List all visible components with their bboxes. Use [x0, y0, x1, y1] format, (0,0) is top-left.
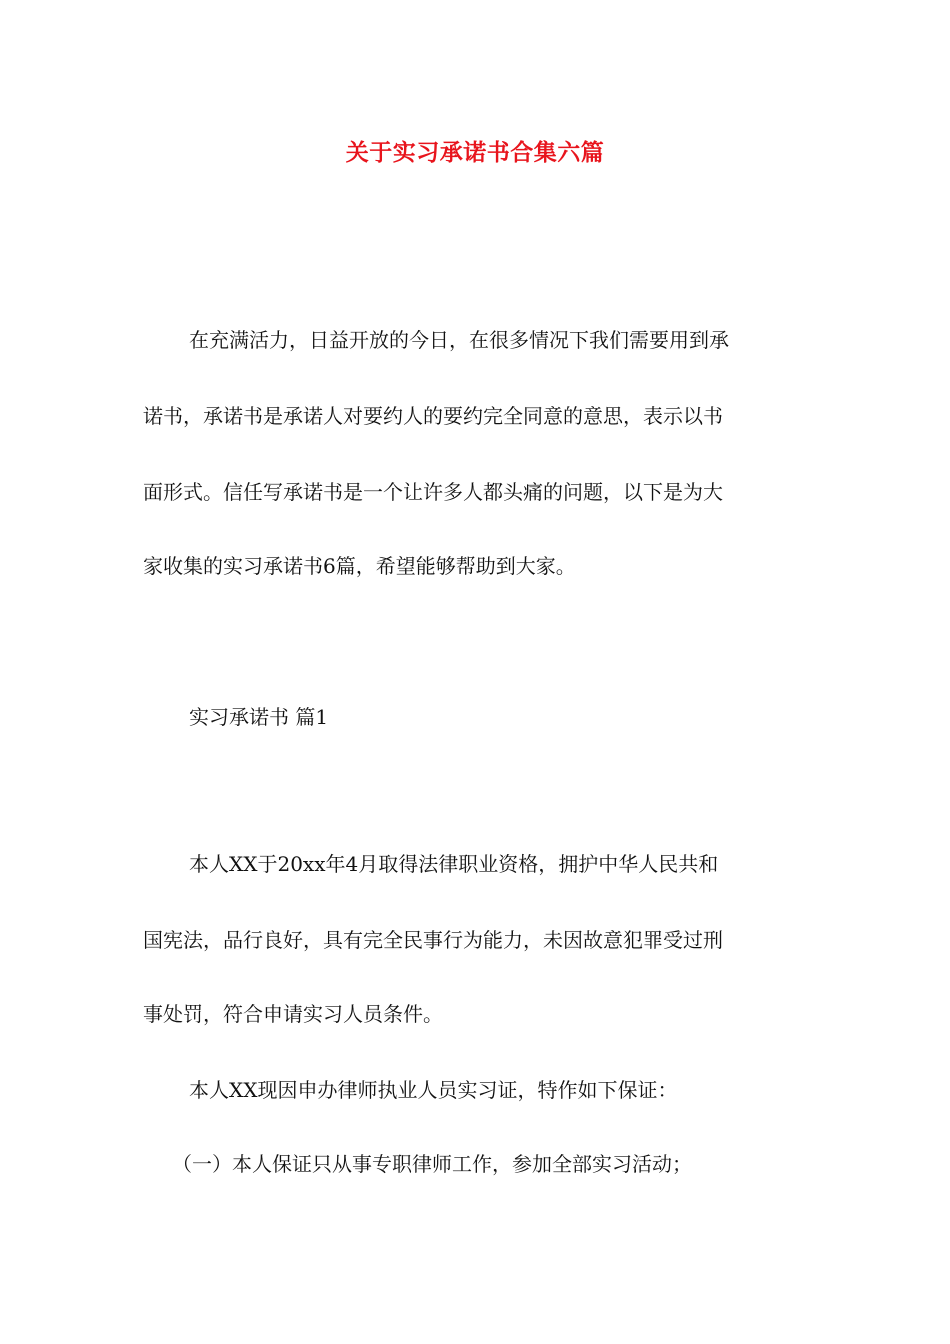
para1-line-1: 本人XX于20xx年4月取得法律职业资格，拥护中华人民共和 — [189, 852, 719, 876]
para2-line: 本人XX现因申办律师执业人员实习证，特作如下保证： — [189, 1078, 678, 1102]
para1-line-2: 国宪法，品行良好，具有完全民事行为能力，未因故意犯罪受过刑 — [143, 928, 723, 952]
document-title: 关于实习承诺书合集六篇 — [345, 139, 605, 166]
intro-line-2: 诺书，承诺书是承诺人对要约人的要约完全同意的意思，表示以书 — [143, 404, 723, 428]
section-heading: 实习承诺书 篇1 — [189, 705, 329, 729]
list-item-1: （一）本人保证只从事专职律师工作，参加全部实习活动； — [172, 1152, 692, 1176]
intro-line-4: 家收集的实习承诺书6篇，希望能够帮助到大家。 — [143, 554, 576, 578]
intro-line-1: 在充满活力，日益开放的今日，在很多情况下我们需要用到承 — [189, 328, 729, 352]
para1-line-3: 事处罚，符合申请实习人员条件。 — [143, 1002, 443, 1026]
intro-line-3: 面形式。信任写承诺书是一个让许多人都头痛的问题，以下是为大 — [143, 480, 723, 504]
